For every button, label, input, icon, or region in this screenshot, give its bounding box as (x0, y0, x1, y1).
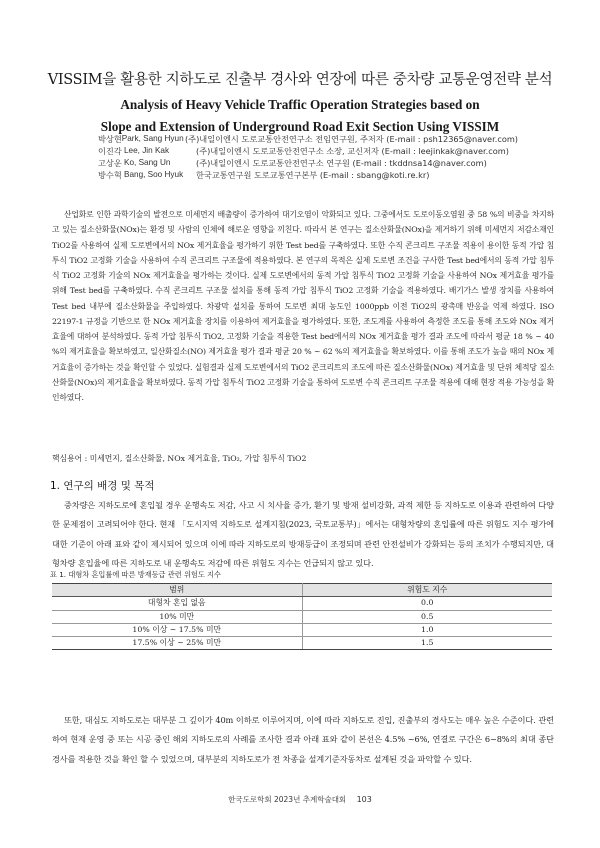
title-en-line-2: Slope and Extension of Underground Road Exit Section Using VISSIM (100, 119, 500, 134)
author-name-en: Park, Sang Hyun (121, 134, 184, 143)
risk-index-table (52, 583, 552, 650)
paper-title-korean: VISSIM을 활용한 지하도로 진출부 경사와 연장에 따른 중차량 교통운영전략 분석 (47, 72, 553, 88)
author-name-en: Lee, Jin Kak (124, 146, 170, 155)
table-row (52, 610, 552, 623)
table-cell-index: 1.0 (302, 623, 552, 636)
author-row (98, 157, 518, 169)
paper-title-english (0, 94, 600, 138)
section-heading: 1. 연구의 배경 및 목적 (50, 480, 155, 492)
author-row (98, 169, 518, 181)
author-affiliation: (주)내일이엔시 도로교통안전연구소 연구원 (E-mail : tkddnsa14@naver.com) (196, 158, 487, 168)
body-paragraph: 또한, 대심도 지하도로는 대부분 그 깊이가 40m 이하로 이루어지며, 이에 따라 지하도로 진입, 진출부의 경사도는 매우 높은 수준이다. 관련하여 현재 운영 중 또는 시공 중인 해외 지하도로의 사례를 조사한 결과 아래 표와 같이 본선은 4.5% ~6%, 연결로 구간은 6~8%의 최대 종단경사를 적용한 것을 확인 할 수 있었으며, 대부분의 지하도로가 전 차종을 설계기준자동차로 설계된 것을 파악할 수 있다. (52, 715, 554, 764)
keywords: 핵심용어 : 미세먼지, 질소산화물, NOx 제거효율, TiO₂, 가압 침투식 TiO2 (52, 454, 307, 463)
table-cell-index: 0.0 (302, 597, 552, 610)
table-cell-range: 10% 미만 (52, 610, 302, 623)
table-cell-range: 17.5% 이상 ~ 25% 미만 (52, 637, 302, 650)
page-footer (0, 794, 600, 805)
author-name-en: Bang, Soo Hyuk (124, 170, 184, 179)
table-row (52, 637, 552, 650)
table-caption: 표 1. 대형차 혼입률에 따른 방재등급 관련 위험도 지수 (50, 570, 221, 579)
body-paragraph: 중차량은 지하도로에 혼입될 경우 운행속도 저감, 사고 시 치사율 증가, 환기 및 방재 설비강화, 과적 제한 등 지하도로 이용과 관련하여 다양한 문제점이 고려되어야 한다. 현재 「도시지역 지하도로 설계지침(2023, 국토교통부)」에서는 대형차량의 혼입률에 따른 위험도 지수 평가에 대한 기준이 아래 표와 같이 제시되어 있으며 이에 따라 지하도로의 방재등급이 조정되며 관련 안전설비가 강화되는 등의 조치가 수행되지만, 대형차량 혼입율에 따른 지하도로 내 운행속도 저감에 따른 위험도 지수는 언급되지 않고 있다. (52, 500, 554, 569)
table-row (52, 623, 552, 636)
table-cell-index: 0.5 (302, 610, 552, 623)
author-name-en: Ko, Sang Un (124, 158, 171, 167)
page-number: 103 (356, 795, 372, 804)
author-affiliation: 한국교통연구원 도로교통연구본부 (E-mail : sbang@koti.re.kr) (196, 170, 430, 180)
author-row (98, 145, 518, 157)
abstract-text: 산업화로 인한 과학기술의 발전으로 미세먼지 배출량이 증가하여 대기오염이 악화되고 있다. 그중에서도 도로이동오염원 중 58 %의 비중을 차지하고 있는 질소산화물(NOx)는 환경 및 사람의 인체에 해로운 영향을 끼친다. 따라서 본 연구는 질소산화물(NOx)을 제거하기 위해 미세먼지 저감소재인 TiO2를 사용하여 실제 도로변에서의 NOx 제거효율을 평가하기 위한 Test bed를 구축하였다. 또한 수직 콘크리트 구조물 적용이 용이한 동적 가압 침투식 TiO2 고정화 기술을 사용하여 수직 콘크리트 구조물에 적용하였다. 본 연구의 목적은 실제 도로변 조건을 구사한 Test bed에서의 동적 가압 침투식 TiO2 고정화 기술의 NOx 제거효율을 평가하는 것이다. 실제 도로변에서의 동적 가압 침투식 TiO2 고정화 기술을 사용하여 NOx 제거효율 평가를 위해 Test bed를 구축하였다. 수직 콘크리트 구조물 설치를 통해 동적 가압 침투식 TiO2 고정화 기술을 적용하였다. 배기가스 발생 장치를 사용하여 Test bed 내부에 질소산화물을 주입하였다. 차광막 설치를 통하여 도로변 최대 농도인 1000ppb 이전 TiO2의 광촉매 반응을 억제 하였다. ISO 22197-1 규정을 기반으로 한 NOx 제거효율 장치를 이용하여 제거효율을 평가하였다. 또한, 조도계를 사용하여 측정한 조도를 통해 조도와 NOx 제거효율에 대하여 분석하였다. 동적 가압 침투식 TiO2, 고정화 기술을 적용한 Test bed에서의 NOx 제거효율 평가 결과 조도에 따라서 평균 18 % ~ 40 %의 제거효율을 확보하였고, 일산화질소(NO) 제거효율 평가 결과 평균 20 % ~ 62 %의 제거효율을 확보하였다. 이를 통해 조도가 높을 때의 NOx 제거효율이 증가하는 것을 확인할 수 있었다. 실험결과 실제 도로변에서의 TiO2 콘크리트의 조도에 따른 질소산화물(NOx) 제거효율 및 단위 체적당 질소산화물(NOx)의 제거효율을 확보하였다. 동적 가압 침투식 TiO2 고정화 기술을 통하여 도로변 수직 콘크리트 구조물 적용에 대해 현장 적용 가능성을 확인하였다. (52, 210, 554, 402)
author-name-ko: 고상운 (98, 158, 122, 168)
author-name-ko: 이진각 (98, 146, 122, 156)
conference-name: 한국도로학회 2023년 추계학술대회 (228, 795, 347, 804)
table-row (52, 597, 552, 610)
table-cell-index: 1.5 (302, 637, 552, 650)
title-en-line-1: Analysis of Heavy Vehicle Traffic Operation Strategies based on (120, 97, 480, 112)
table-cell-range: 10% 이상 ~ 17.5% 미만 (52, 623, 302, 636)
table-header-row (52, 584, 552, 597)
table-header-range: 범위 (52, 584, 302, 597)
table-header-risk-index: 위험도 지수 (302, 584, 552, 597)
author-name-ko: 방수혁 (98, 170, 122, 180)
author-name-ko: 박상현 (98, 134, 122, 144)
author-list (98, 133, 518, 181)
author-affiliation: (주)내일이엔시 도로교통안전연구소 소장, 교신저자 (E-mail : leejinkak@naver.com) (196, 146, 509, 156)
author-affiliation: (주)내일이엔시 도로교통안전연구소 전임연구원, 주저자 (E-mail : psh12365@naver.com) (184, 134, 518, 144)
author-row (98, 133, 518, 145)
table-cell-range: 대형차 혼입 없음 (52, 597, 302, 610)
